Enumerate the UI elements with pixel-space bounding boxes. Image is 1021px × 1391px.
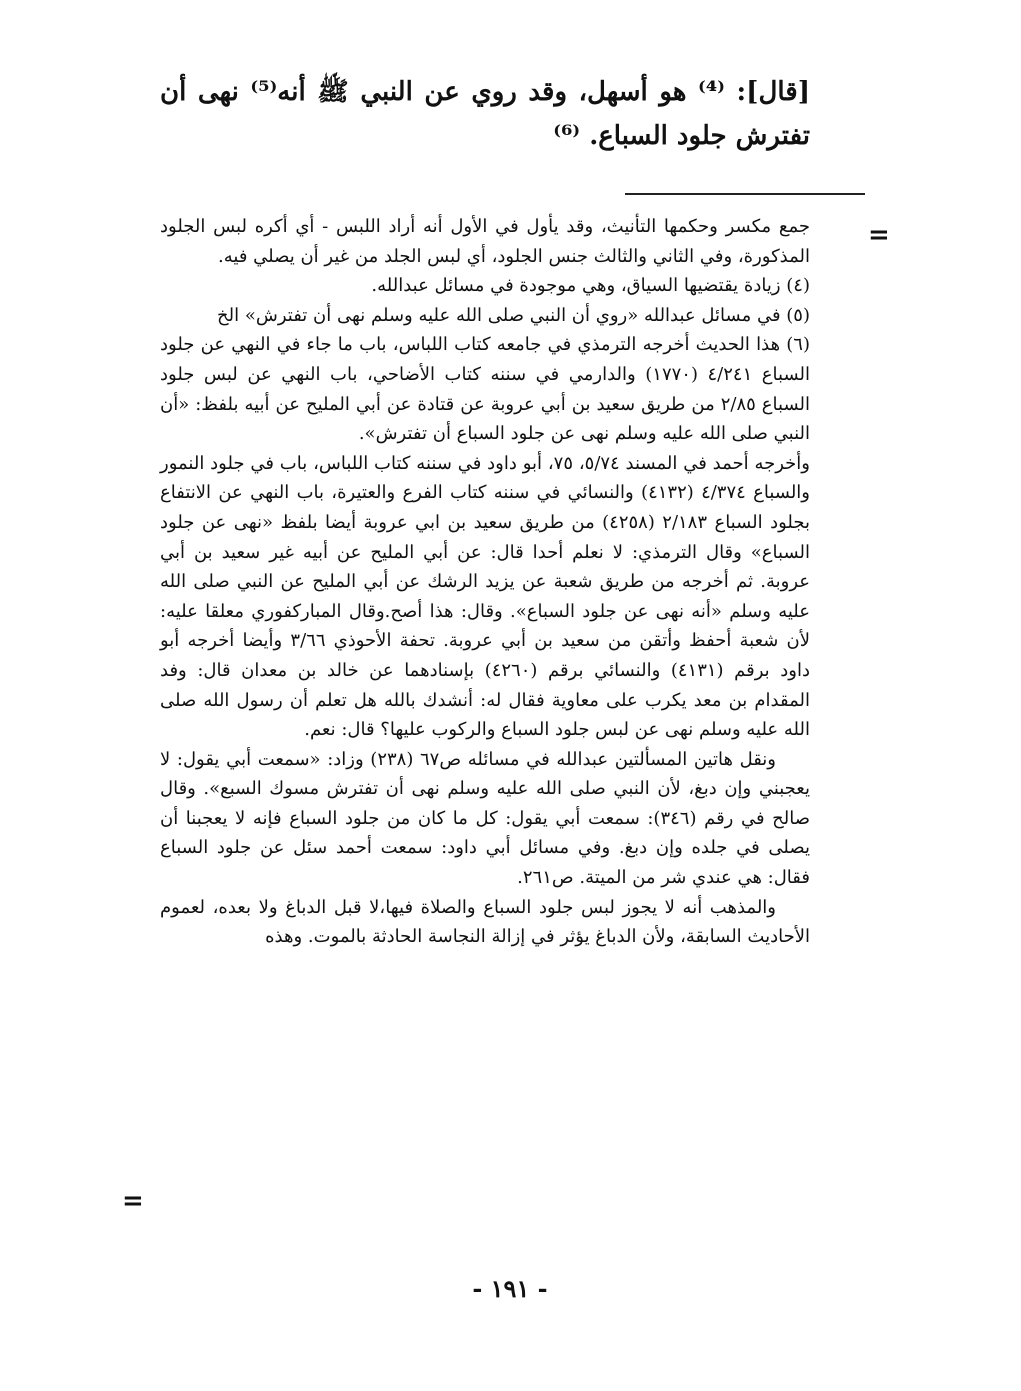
- footnote-paragraph-madhhab: والمذهب أنه لا يجوز لبس جلود السباع والصلاة فيها،لا قبل الدباغ ولا بعده، لعموم الأحاديث السابقة، ولأن الدباغ يؤثر في إزالة النجاسة الحادثة بالموت. وهذه: [160, 896, 810, 948]
- footnote-paragraph-masail: ونقل هاتين المسألتين عبدالله في مسائله ص٦٧ (٢٣٨) وزاد: «سمعت أبي يقول: لا يعجبني وإن دبغ، لأن النبي صلى الله عليه وسلم نهى أن تفترش مسوك السبع». وقال صالح في رقم (٣٤٦): سمعت أبي يقول: كل ما كان من جلود السباع فإنه لا يعجبنا أن يصلى في جلده وإن دبغ. وفي مسائل أبي داود: سمعت أحمد سئل عن جلود السباع فقال: هي عندي شر من الميتة. ص٢٦١.: [160, 748, 810, 889]
- continuation-mark-top: =: [868, 220, 890, 250]
- main-text-paragraph: [قال]: ⁽⁴⁾ هو أسهل، وقد روي عن النبي ﷺ أنه⁽⁵⁾ نهى أن تفترش جلود السباع. ⁽⁶⁾: [160, 77, 810, 151]
- page-number: - ١٩١ -: [472, 1274, 548, 1303]
- footnote-6-continuation: وأخرجه أحمد في المسند ٥/٧٤، ٧٥، أبو داود في سننه كتاب اللباس، باب في جلود النمور والسباع ٤/٣٧٤ (٤١٣٢) والنسائي في سننه كتاب الفرع والعتيرة، باب النهي عن الانتفاع بجلود السباع ٢/١٨٣ (٤٢٥٨) من طريق سعيد بن ابي عروبة أيضا بلفظ «نهى عن جلود السباع» وقال الترمذي: لا نعلم أحدا قال: عن أبي المليح عن أبيه غير سعيد بن أبي عروبة. ثم أخرجه من طريق شعبة عن يزيد الرشك عن أبي المليح عن النبي صلى الله عليه وسلم «أنه نهى عن جلود السباع». وقال: هذا أصح.وقال المباركفوري معلقا عليه: لأن شعبة أحفظ وأتقن من سعيد بن أبي عروبة. تحفة الأحوذي ٣/٦٦ وأيضا أخرجه أبو داود برقم (٤١٣١) والنسائي برقم (٤٢٦٠) بإسنادهما عن خالد بن معدان قال: وفد المقدام بن معد يكرب على معاوية فقال له: أنشدك بالله هل تعلم أن رسول الله صلى الله عليه وسلم نهى عن لبس جلود السباع والركوب عليها؟ قال: نعم.: [160, 452, 811, 741]
- continuation-mark-bottom: =: [122, 1186, 144, 1216]
- footnote-5: (٥) في مسائل عبدالله «روي أن النبي صلى الله عليه وسلم نهى أن تفترش» الخ: [217, 304, 810, 326]
- main-text: [160, 70, 810, 158]
- footnote-6: (٦) هذا الحديث أخرجه الترمذي في جامعه كتاب اللباس، باب ما جاء في النهي عن جلود السباع ٤/٢٤١ (١٧٧٠) والدارمي في سننه كتاب الأضاحي، باب النهي عن لبس جلود السباع ٢/٨٥ من طريق سعيد بن أبي عروبة عن قتادة عن أبي المليح عن أبيه بلفظ: «أن النبي صلى الله عليه وسلم نهى عن جلود السباع أن تفترش».: [160, 334, 810, 445]
- footnote-4: (٤) زيادة يقتضيها السياق، وهي موجودة في مسائل عبدالله.: [371, 275, 810, 297]
- footnote-divider: [625, 193, 865, 195]
- footnotes: [160, 212, 810, 952]
- footnote-continued: جمع مكسر وحكمها التأنيث، وقد يأول في الأول أنه أراد اللبس - أي أكره لبس الجلود المذكورة، وفي الثاني والثالث جنس الجلود، أي لبس الجلد من غير أن يصلي فيه.: [160, 216, 810, 267]
